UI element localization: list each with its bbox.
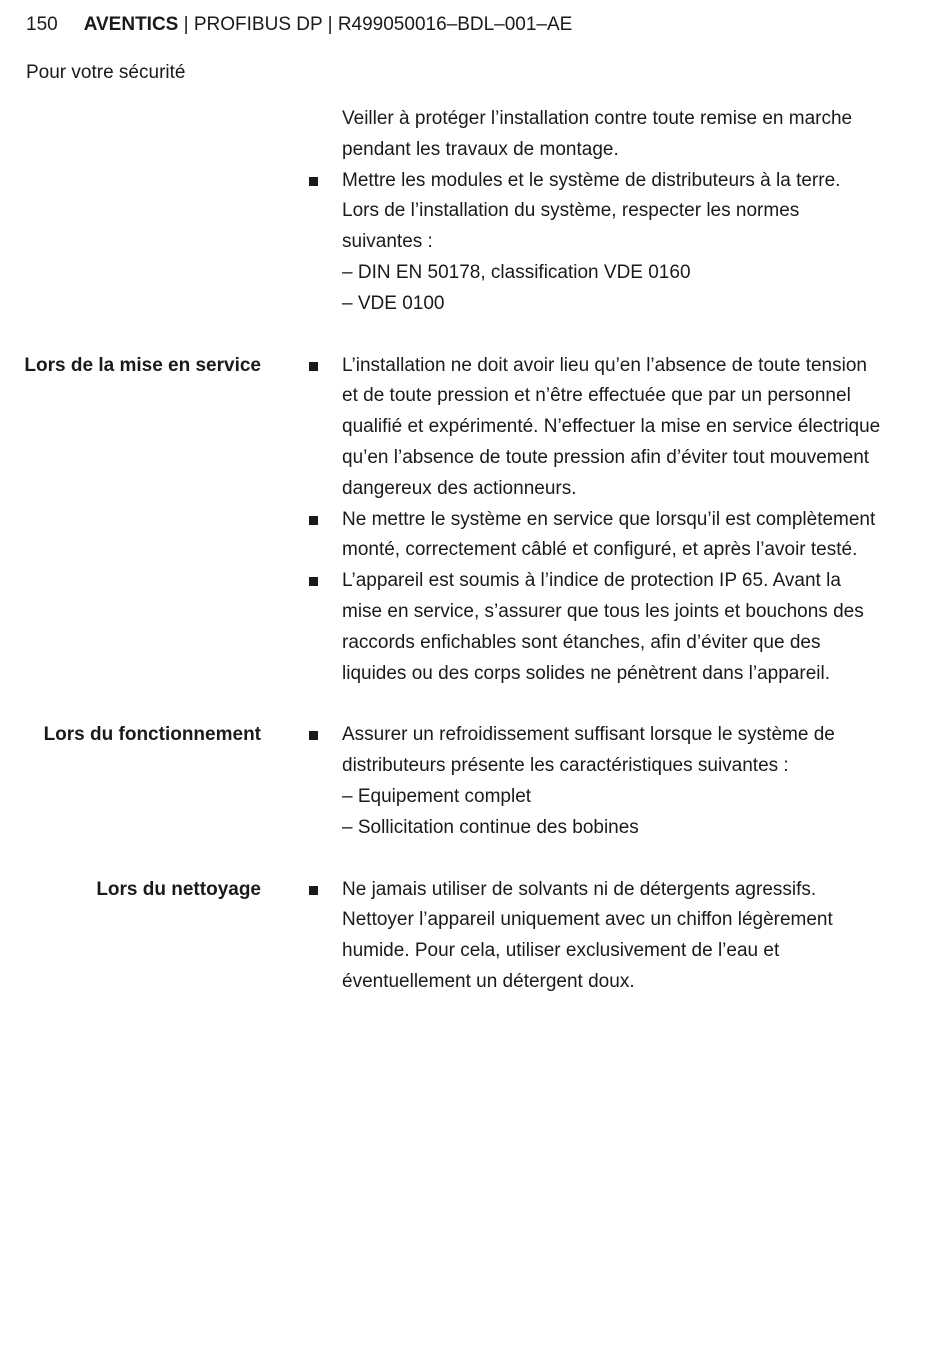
bullet-text: Ne mettre le système en service que lorsqu’il est complètement monté, correctement câblé et configuré, et après l’avoir testé. <box>342 508 876 561</box>
sub-item: – Sollicitation continue des bobines <box>342 816 639 838</box>
list-item <box>342 566 882 689</box>
section-label: Lors du nettoyage <box>96 878 261 900</box>
section-operation <box>0 720 950 843</box>
bullet-square-icon <box>309 731 318 740</box>
sub-item: – DIN EN 50178, classification VDE 0160 <box>342 261 691 283</box>
bullet-text: Mettre les modules et le système de distributeurs à la terre. Lors de l’installation du système, respecter les normes suivantes : <box>342 169 841 253</box>
bullet-square-icon <box>309 886 318 895</box>
bullet-text: L’installation ne doit avoir lieu qu’en l’absence de toute tension et de toute pression et n’être effectuée que par un personnel qualifié et expérimenté. N’effectuer la mise en service électrique qu’en l’absence de toute pression afin d’éviter tout mouvement dangereux des actionneurs. <box>342 354 881 499</box>
bullet-square-icon <box>309 362 318 371</box>
intro-continuation: Veiller à protéger l’installation contre toute remise en marche pendant les travaux de montage. <box>342 108 853 160</box>
list-item <box>342 505 882 567</box>
section-label: Lors de la mise en service <box>24 354 261 376</box>
page-number: 150 <box>26 14 58 35</box>
page-content <box>0 104 950 998</box>
section-cleaning <box>0 875 950 998</box>
list-item <box>342 720 882 843</box>
page-header <box>26 12 572 38</box>
sub-item: – Equipement complet <box>342 785 532 807</box>
list-item <box>342 351 882 505</box>
section-label: Lors du fonctionnement <box>43 724 261 746</box>
sub-item: – VDE 0100 <box>342 292 445 314</box>
bullet-text: Ne jamais utiliser de solvants ni de détergents agressifs. Nettoyer l’appareil uniquement avec un chiffon légèrement humide. Pour cela, utiliser exclusivement de l’eau et éventuellement un détergent doux. <box>342 878 833 992</box>
bullet-text: L’appareil est soumis à l’indice de protection IP 65. Avant la mise en service, s’assurer que tous les joints et bouchons des raccords enfichables sont étanches, afin d’éviter que des liquides ou des corps solides ne pénètrent dans l’appareil. <box>342 570 864 684</box>
brand-name: AVENTICS <box>83 14 179 35</box>
bullet-square-icon <box>309 177 318 186</box>
bullet-square-icon <box>309 577 318 586</box>
list-item <box>342 875 882 998</box>
bullet-text: Assurer un refroidissement suffisant lorsque le système de distributeurs présente les caractéristiques suivantes : <box>342 724 835 777</box>
section-commissioning <box>0 351 950 690</box>
document-reference: | PROFIBUS DP | R499050016–BDL–001–AE <box>178 14 573 35</box>
section-title: Pour votre sécurité <box>26 62 186 83</box>
intro-bullet <box>342 166 882 320</box>
bullet-square-icon <box>309 516 318 525</box>
